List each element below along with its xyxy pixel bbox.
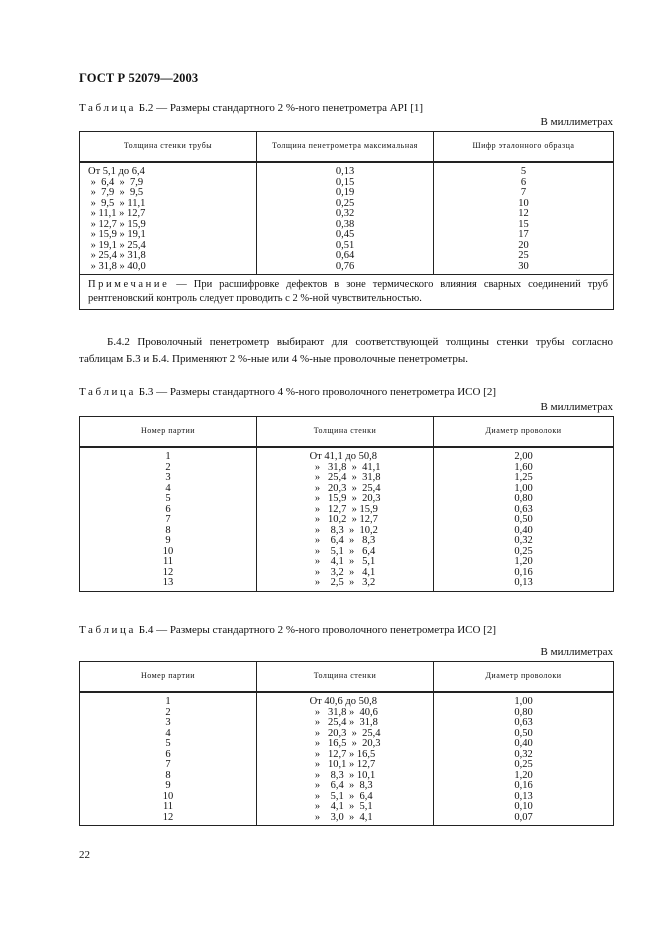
table-cell: 5 bbox=[165, 738, 171, 749]
table-cell: 0,25 bbox=[514, 759, 533, 770]
table-cell: 0,32 bbox=[514, 535, 533, 546]
table-cell: » 11,1 » 12,7 bbox=[88, 208, 146, 219]
table-cell: » 7,9 » 9,5 bbox=[88, 187, 144, 198]
table-cell: 17 bbox=[518, 229, 529, 240]
table-b4-col-batch bbox=[80, 697, 256, 823]
table-cell: » 10,2 » 12,7 bbox=[309, 514, 378, 525]
table-cell: » 31,8 » 40,6 bbox=[309, 706, 378, 718]
table-cell: 0,16 bbox=[514, 780, 533, 791]
table-b2-note-word: Примечание bbox=[88, 279, 170, 290]
table-cell: » 4,1 » 5,1 bbox=[309, 801, 373, 812]
table-cell: 0,25 bbox=[514, 545, 533, 557]
table-cell: 7 bbox=[520, 187, 527, 198]
table-cell: » 3,2 » 4,1 bbox=[309, 566, 376, 578]
table-cell: 4 bbox=[165, 727, 171, 739]
table-cell: » 16,5 » 20,3 bbox=[309, 738, 381, 749]
table-cell: 0,32 bbox=[514, 748, 533, 760]
table-b2-caption bbox=[79, 102, 423, 114]
table-b2-caption-word: Таблица bbox=[79, 102, 136, 114]
table-cell: » 5,1 » 6,4 bbox=[309, 545, 376, 557]
table-cell: 0,51 bbox=[335, 239, 355, 251]
table-cell: 0,16 bbox=[514, 566, 533, 578]
table-cell: » 15,9 » 20,3 bbox=[309, 493, 381, 504]
table-cell: 12 bbox=[518, 208, 529, 219]
table-cell: » 3,0 » 4,1 bbox=[309, 811, 373, 823]
table-cell: » 4,1 » 5,1 bbox=[309, 556, 376, 567]
table-cell: 2,00 bbox=[514, 451, 533, 462]
table-cell: » 25,4 » 31,8 bbox=[309, 472, 381, 483]
table-cell: » 12,7 » 15,9 bbox=[88, 218, 146, 230]
table-cell: 10 bbox=[162, 545, 174, 557]
paragraph-b42: Б.4.2 Проволочный пенетрометр выбирают для соответствующей толщины стенки трубы согласно таблицам Б.3 и Б.4. Применяют 2 %-ные или 4 %-ные проволочные пенетрометры. bbox=[79, 336, 613, 365]
table-cell: 6 bbox=[520, 176, 527, 188]
table-cell: » 12,7 » 16,5 bbox=[309, 748, 376, 760]
table-cell: 0,80 bbox=[514, 706, 533, 718]
table-cell: 2 bbox=[165, 461, 171, 473]
table-cell: 0,45 bbox=[335, 229, 355, 240]
table-cell: 7 bbox=[165, 759, 171, 770]
table-cell: 0,76 bbox=[335, 260, 355, 272]
table-cell: 5 bbox=[165, 493, 171, 504]
table-b2-col-penetrometer bbox=[257, 167, 433, 272]
table-cell: » 6,4 » 8,3 bbox=[309, 780, 373, 791]
table-b4-header-diameter: Диаметр проволоки bbox=[434, 662, 614, 693]
table-cell: » 6,4 » 7,9 bbox=[88, 176, 144, 188]
table-b3-caption bbox=[79, 386, 496, 398]
table-cell: От 40,6 до 50,8 bbox=[309, 696, 377, 707]
table-cell: » 10,1 » 12,7 bbox=[309, 759, 376, 770]
table-cell: 20 bbox=[518, 239, 529, 251]
table-cell: 1 bbox=[165, 451, 171, 462]
table-cell: 1,20 bbox=[514, 769, 533, 781]
table-cell: 12 bbox=[162, 811, 174, 823]
table-cell: 0,40 bbox=[514, 738, 533, 749]
table-b3-units: В миллиметрах bbox=[540, 401, 613, 413]
table-cell: 1,00 bbox=[514, 696, 533, 707]
table-cell: 0,13 bbox=[514, 577, 533, 588]
table-cell: 0,10 bbox=[514, 801, 533, 812]
table-cell: 4 bbox=[165, 482, 171, 494]
table-cell: 3 bbox=[165, 472, 171, 483]
table-cell: 3 bbox=[165, 717, 171, 728]
table-cell: 0,80 bbox=[514, 493, 533, 504]
table-cell: » 12,7 » 15,9 bbox=[309, 503, 378, 515]
table-b4-header-thickness: Толщина стенки bbox=[257, 662, 434, 693]
table-cell: 11 bbox=[162, 801, 174, 812]
table-cell: 6 bbox=[165, 503, 171, 515]
table-cell: » 25,4 » 31,8 bbox=[88, 250, 146, 261]
table-cell: 15 bbox=[518, 218, 529, 230]
table-cell: 0,50 bbox=[514, 514, 533, 525]
table-b2-units: В миллиметрах bbox=[540, 116, 613, 128]
table-b2-col-thickness bbox=[88, 167, 256, 272]
table-cell: 11 bbox=[162, 556, 174, 567]
table-cell: 9 bbox=[165, 535, 171, 546]
table-cell: 0,13 bbox=[514, 790, 533, 802]
table-b2 bbox=[79, 131, 614, 310]
table-cell: 12 bbox=[162, 566, 174, 578]
table-b3 bbox=[79, 416, 614, 592]
table-cell: От 41,1 до 50,8 bbox=[309, 451, 377, 462]
table-cell: » 25,4 » 31,8 bbox=[309, 717, 378, 728]
table-cell: 0,50 bbox=[514, 727, 533, 739]
table-cell: 25 bbox=[518, 250, 529, 261]
table-cell: 0,07 bbox=[514, 811, 533, 823]
table-b4-col-thickness bbox=[310, 697, 381, 823]
table-b4-caption-text: Б.4 — Размеры стандартного 2 %-ного проволочного пенетрометра ИСО [2] bbox=[136, 624, 497, 636]
table-b2-header-code: Шифр эталонного образца bbox=[434, 132, 614, 163]
table-cell: » 31,8 » 40,0 bbox=[88, 260, 146, 272]
table-b3-col-batch bbox=[80, 452, 256, 589]
table-cell: 1,20 bbox=[514, 556, 533, 567]
table-cell: 0,40 bbox=[514, 524, 533, 536]
table-cell: 10 bbox=[518, 197, 529, 209]
table-b4-caption-word: Таблица bbox=[79, 624, 136, 636]
table-cell: 7 bbox=[165, 514, 171, 525]
table-b4-header-batch: Номер партии bbox=[80, 662, 257, 693]
table-b2-note bbox=[80, 275, 614, 310]
table-b3-col-diameter bbox=[434, 452, 613, 589]
table-b3-header-batch: Номер партии bbox=[80, 417, 257, 448]
table-cell: 2 bbox=[165, 706, 171, 718]
table-cell: 1,25 bbox=[514, 472, 533, 483]
page-number: 22 bbox=[79, 849, 90, 861]
table-cell: 0,64 bbox=[335, 250, 355, 261]
table-cell: » 8,3 » 10,2 bbox=[309, 524, 378, 536]
table-b4 bbox=[79, 661, 614, 826]
table-b2-col-code bbox=[434, 167, 613, 272]
table-cell: 6 bbox=[165, 748, 171, 760]
table-b3-caption-word: Таблица bbox=[79, 386, 136, 398]
table-cell: 0,25 bbox=[335, 197, 355, 209]
table-cell: 0,13 bbox=[335, 166, 355, 177]
table-cell: 30 bbox=[518, 260, 529, 272]
table-cell: 0,63 bbox=[514, 717, 533, 728]
table-cell: » 20,3 » 25,4 bbox=[309, 482, 381, 494]
table-cell: 8 bbox=[165, 769, 171, 781]
table-b2-header-penetrometer: Толщина пенетрометра максимальная bbox=[257, 132, 434, 163]
table-cell: » 9,5 » 11,1 bbox=[88, 197, 146, 209]
document-header: ГОСТ Р 52079—2003 bbox=[79, 71, 199, 85]
table-b2-header-thickness: Толщина стенки трубы bbox=[80, 132, 257, 163]
table-cell: 1,00 bbox=[514, 482, 533, 494]
table-b3-header-diameter: Диаметр проволоки bbox=[434, 417, 614, 448]
table-cell: 0,19 bbox=[335, 187, 355, 198]
table-cell: » 2,5 » 3,2 bbox=[309, 577, 376, 588]
table-cell: От 5,1 до 6,4 bbox=[88, 166, 145, 177]
table-cell: » 19,1 » 25,4 bbox=[88, 239, 146, 251]
table-b4-caption bbox=[79, 624, 496, 636]
table-cell: » 6,4 » 8,3 bbox=[309, 535, 376, 546]
table-cell: 13 bbox=[162, 577, 174, 588]
table-b3-col-thickness bbox=[310, 452, 381, 589]
table-cell: 0,15 bbox=[335, 176, 355, 188]
table-cell: 1 bbox=[165, 696, 171, 707]
table-b3-header-thickness: Толщина стенки bbox=[257, 417, 434, 448]
table-cell: » 15,9 » 19,1 bbox=[88, 229, 146, 240]
table-b2-note-text: — При расшифровке дефектов в зоне термического влияния сварных соединений труб рентгеновский контроль следует проводить с 2 %-ной чувствительностью. bbox=[88, 279, 608, 304]
table-cell: 5 bbox=[520, 166, 527, 177]
table-b4-col-diameter bbox=[434, 697, 613, 823]
table-cell: » 8,3 » 10,1 bbox=[309, 769, 376, 781]
table-cell: 1,60 bbox=[514, 461, 533, 473]
table-cell: 0,38 bbox=[335, 218, 355, 230]
table-cell: 9 bbox=[165, 780, 171, 791]
table-cell: 10 bbox=[162, 790, 174, 802]
table-cell: 0,32 bbox=[335, 208, 355, 219]
table-b2-caption-text: Б.2 — Размеры стандартного 2 %-ного пенетрометра API [1] bbox=[136, 102, 424, 114]
table-cell: 0,63 bbox=[514, 503, 533, 515]
table-cell: » 31,8 » 41,1 bbox=[309, 461, 381, 473]
table-cell: » 5,1 » 6,4 bbox=[309, 790, 373, 802]
table-b3-caption-text: Б.3 — Размеры стандартного 4 %-ного проволочного пенетрометра ИСО [2] bbox=[136, 386, 497, 398]
table-cell: » 20,3 » 25,4 bbox=[309, 727, 381, 739]
table-b4-units: В миллиметрах bbox=[540, 646, 613, 658]
table-cell: 8 bbox=[165, 524, 171, 536]
